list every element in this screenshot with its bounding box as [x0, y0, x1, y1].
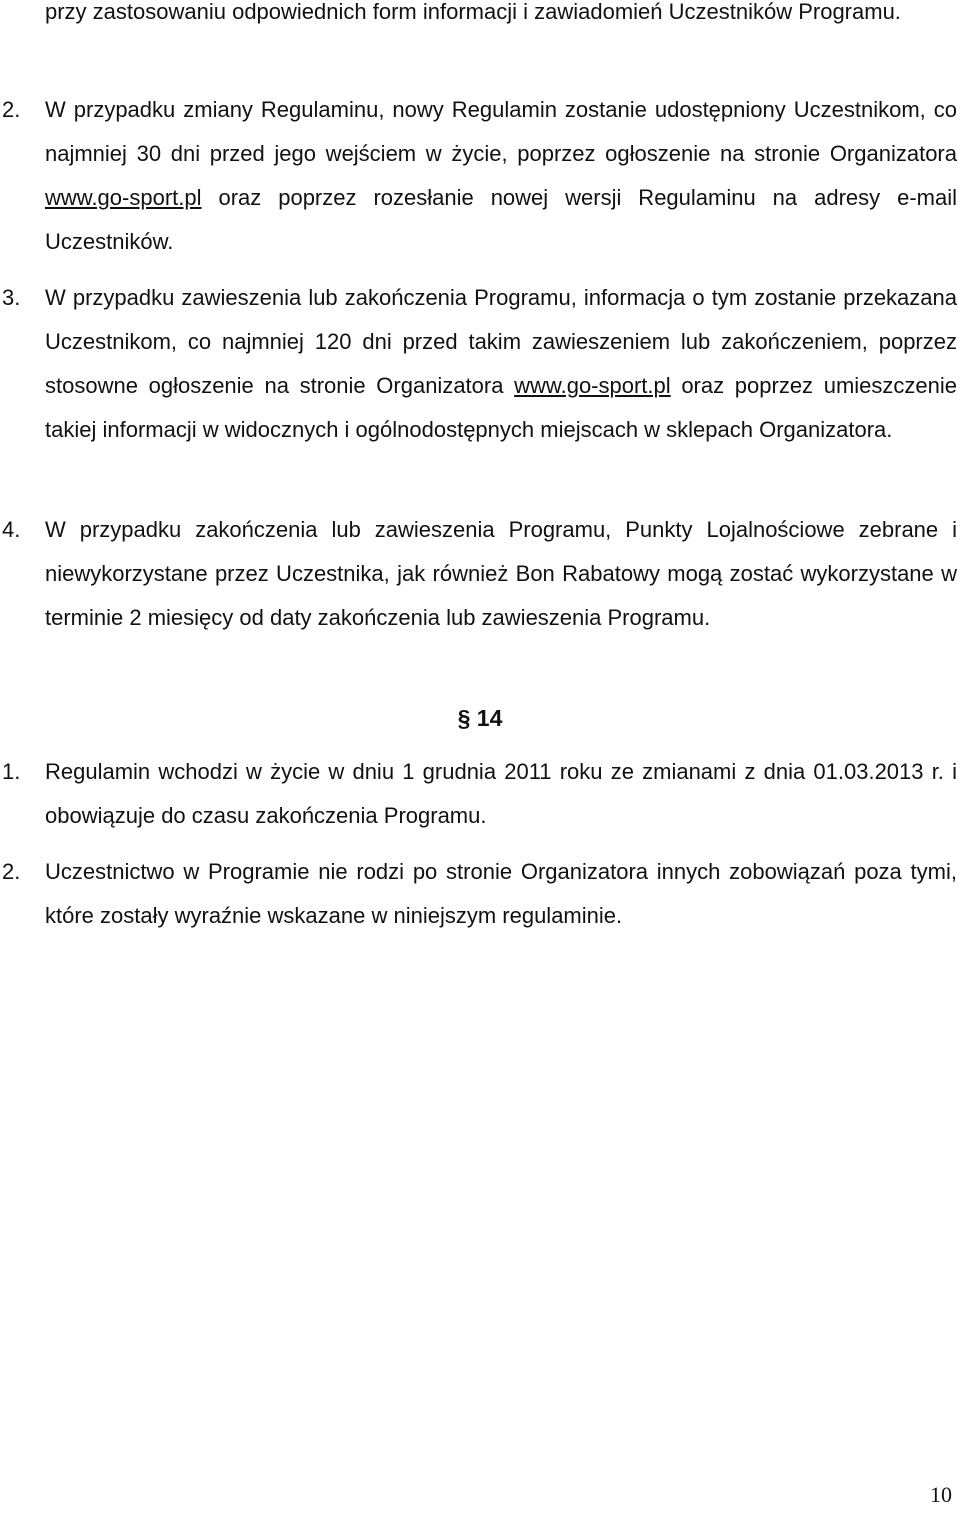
section-14-item-1 [0, 750, 957, 838]
list-item-text: W przypadku zakończenia lub zawieszenia Programu, Punkty Lojalnościowe zebrane i niewykorzystane przez Uczestnika, jak również Bon Rabatowy mogą zostać wykorzystane w terminie 2 miesięcy od daty zakończenia lub zawieszenia Programu. [45, 517, 957, 630]
list-item-number: 4. [2, 517, 21, 542]
list-item-text: W przypadku zawieszenia lub zakończenia Programu, informacja o tym zostanie przekazana Uczestnikom, co najmniej 120 dni przed takim zawieszeniem lub zakończeniem, poprzez stosowne ogłoszenie na stronie Organizatora www.go-sport.pl oraz poprzez umieszczenie takiej informacji w widocznych i ogólnodostępnych miejscach w sklepach Organizatora. [45, 285, 957, 442]
list-item-3 [0, 276, 957, 452]
list-item-number: 2. [2, 859, 21, 884]
intro-paragraph: przy zastosowaniu odpowiednich form informacji i zawiadomień Uczestników Programu. [45, 0, 901, 24]
list-item-number: 1. [2, 759, 21, 784]
list-item-number: 2. [2, 97, 21, 122]
list-item-text: W przypadku zmiany Regulaminu, nowy Regulamin zostanie udostępniony Uczestnikom, co najmniej 30 dni przed jego wejściem w życie, poprzez ogłoszenie na stronie Organizatora www.go-sport.pl oraz poprzez rozesłanie nowej wersji Regulaminu na adresy e-mail Uczestników. [45, 97, 957, 254]
go-sport-link[interactable]: www.go-sport.pl [514, 373, 671, 398]
list-item-number: 3. [2, 285, 21, 310]
list-item-2 [0, 88, 957, 264]
list-item-text: Uczestnictwo w Programie nie rodzi po stronie Organizatora innych zobowiązań poza tymi, które zostały wyraźnie wskazane w niniejszym regulaminie. [45, 859, 957, 928]
go-sport-link[interactable]: www.go-sport.pl [45, 185, 202, 210]
section-14-item-2 [0, 850, 957, 938]
page-number: 10 [930, 1482, 952, 1507]
section-heading: § 14 [457, 705, 503, 731]
list-item-text: Regulamin wchodzi w życie w dniu 1 grudnia 2011 roku ze zmianami z dnia 01.03.2013 r. i obowiązuje do czasu zakończenia Programu. [45, 759, 957, 828]
list-item-4 [0, 508, 957, 640]
